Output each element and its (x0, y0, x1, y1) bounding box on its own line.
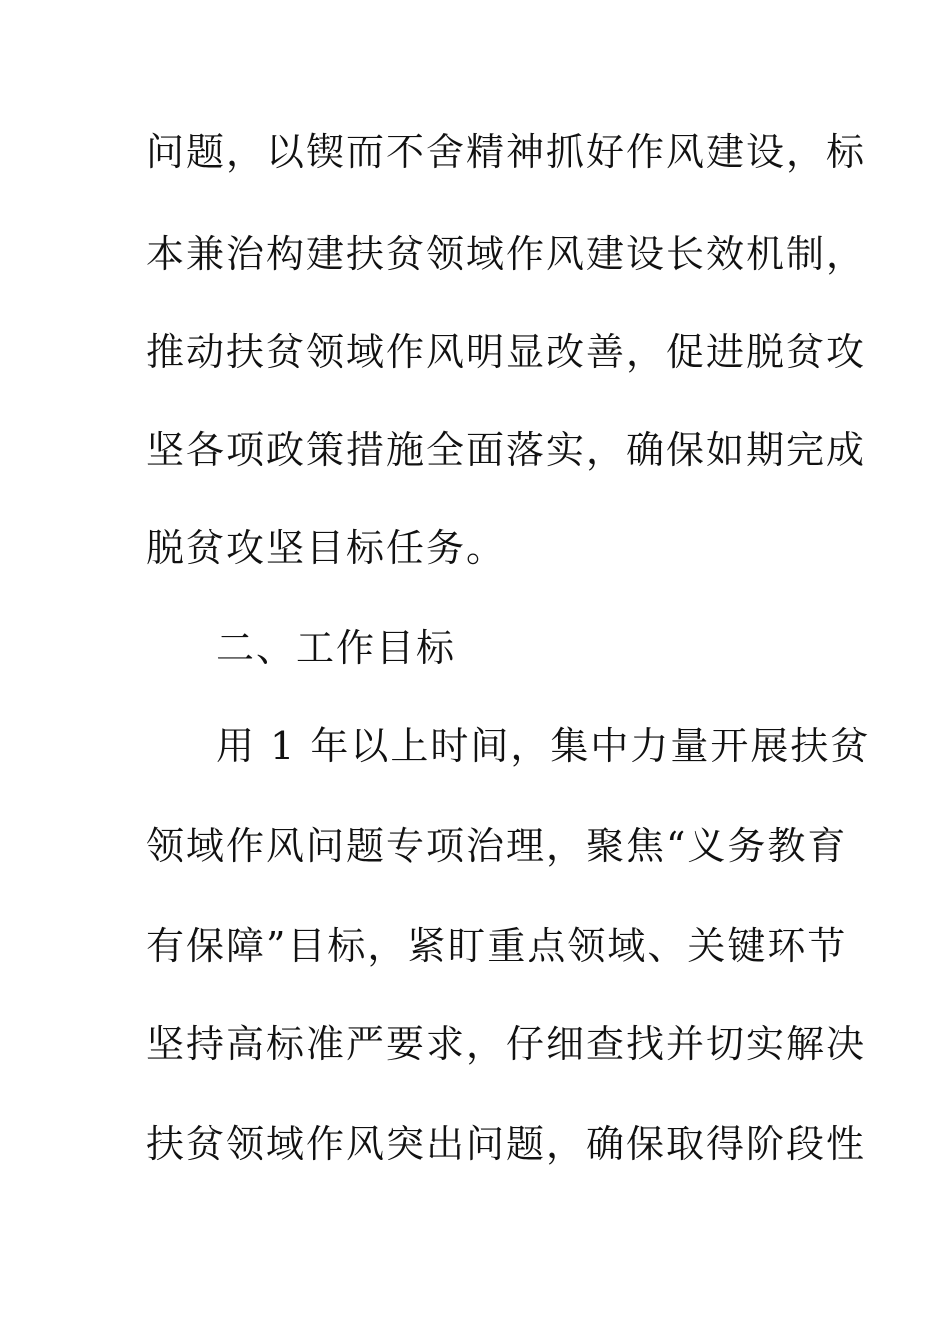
paragraph-1-line-5: 脱贫攻坚目标任务。 (146, 526, 507, 570)
paragraph-2-line-3: 有保障”目标，紧盯重点领域、关键环节 (146, 924, 848, 968)
section-heading: 二、工作目标 (216, 626, 457, 670)
paragraph-1-line-3: 推动扶贫领域作风明显改善，促进脱贫攻 (146, 330, 867, 374)
paragraph-2-line-2: 领域作风问题专项治理，聚焦“义务教育 (146, 824, 848, 868)
paragraph-2-line-4: 坚持高标准严要求，仔细查找并切实解决 (146, 1022, 867, 1066)
paragraph-1-line-1: 问题，以锲而不舍精神抓好作风建设，标 (146, 130, 867, 174)
paragraph-1-line-4: 坚各项政策措施全面落实，确保如期完成 (146, 428, 867, 472)
paragraph-1-line-2: 本兼治构建扶贫领域作风建设长效机制， (146, 232, 867, 276)
paragraph-2-line-5: 扶贫领域作风突出问题，确保取得阶段性 (146, 1122, 867, 1166)
paragraph-2-line-1: 用 1 年以上时间，集中力量开展扶贫 (216, 724, 871, 768)
